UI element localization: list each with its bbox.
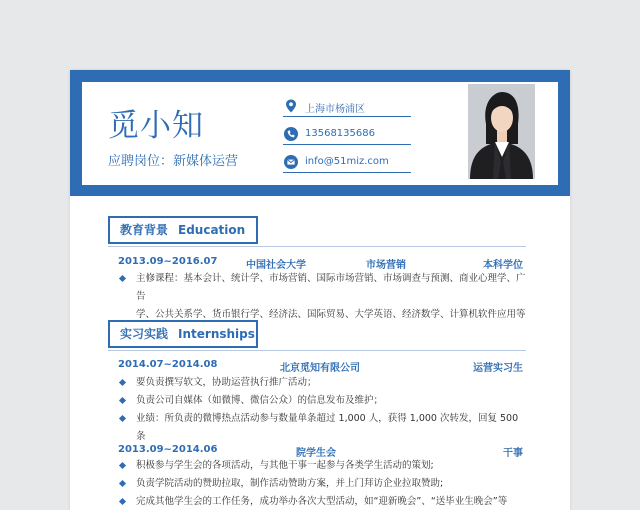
diamond-bullet-icon [119,275,126,282]
phone-text: 13568135686 [305,128,375,139]
entry-role: 干事 [503,448,523,459]
bullet-text: 要负责撰写软文，协助运营执行推广活动； [136,377,317,388]
education-entry-head [118,256,523,270]
list-item [118,374,528,392]
diamond-bullet-icon [119,480,126,487]
position-value: 新媒体运营 [173,154,239,169]
contact-address [283,98,411,117]
list-item [118,392,528,410]
list-item [118,270,528,324]
entry-major: 市场营销 [366,260,406,271]
address-text: 上海市杨浦区 [305,104,365,115]
entry-school: 中国社会大学 [246,260,306,271]
email-text: info@51miz.com [305,156,389,167]
section-title-education [108,216,258,244]
bullet-text: 负责公司自媒体（如微博、微信公众）的信息发布及维护； [136,395,384,406]
internship-entry-head [118,359,523,373]
contact-phone [283,126,411,145]
section-title-cn: 教育背景 [120,223,169,237]
mail-icon [284,155,298,169]
entry-date: 2013.09~2016.07 [118,256,218,267]
location-pin-icon [284,99,298,113]
section-title-cn: 实习实践 [120,327,169,341]
entry-org: 院学生会 [296,448,336,459]
course-line: 学、公共关系学、货币银行学、经济法、国际贸易、大学英语、经济数学、计算机软件应用等 [136,309,526,320]
entry-date: 2014.07~2014.08 [118,359,218,370]
internship-bullets [118,457,528,510]
section-title-en: Education [178,223,246,237]
entry-degree: 本科学位 [483,260,523,271]
list-item [118,410,528,446]
section-title-internships [108,320,258,348]
bullet-text: 积极参与学生会的各项活动，与其他干事一起参与各类学生活动的策划; [136,460,434,471]
resume-page [70,70,570,510]
diamond-bullet-icon [119,462,126,469]
bullet-text: 完成其他学生会的工作任务，成功举办各次大型活动，如“迎新晚会”、“送毕业生晚会”等 [136,496,508,507]
position-label: 应聘岗位： [108,154,174,169]
applicant-name: 觅小知 [108,108,204,144]
entry-org: 北京觅知有限公司 [280,363,360,374]
list-item [118,475,528,493]
profile-photo [468,84,535,179]
section-divider [108,246,526,247]
education-details [118,270,528,324]
list-item [118,493,528,510]
diamond-bullet-icon [119,415,126,422]
contact-email [283,154,411,173]
entry-role: 运营实习生 [473,363,523,374]
list-item [118,457,528,475]
diamond-bullet-icon [119,498,126,505]
internship-entry-head [118,444,523,458]
header-card [82,82,558,185]
section-divider [108,350,526,351]
applied-position [108,150,238,169]
resume-header [70,70,570,196]
internship-bullets [118,374,528,446]
entry-date: 2013.09~2014.06 [118,444,218,455]
diamond-bullet-icon [119,397,126,404]
section-title-en: Internships [178,327,255,341]
course-line: 主修课程：基本会计、统计学、市场营销、国际市场营销、市场调查与预测、商业心理学、广告 [136,273,526,302]
diamond-bullet-icon [119,379,126,386]
bullet-text: 业绩：所负责的微博热点活动参与数量单条超过 1,000 人，获得 1,000 次转发，回复 500 条 [136,413,519,442]
phone-icon [284,127,298,141]
bullet-text: 负责学院活动的赞助拉取，制作活动赞助方案，并上门拜访企业拉取赞助; [136,478,444,489]
